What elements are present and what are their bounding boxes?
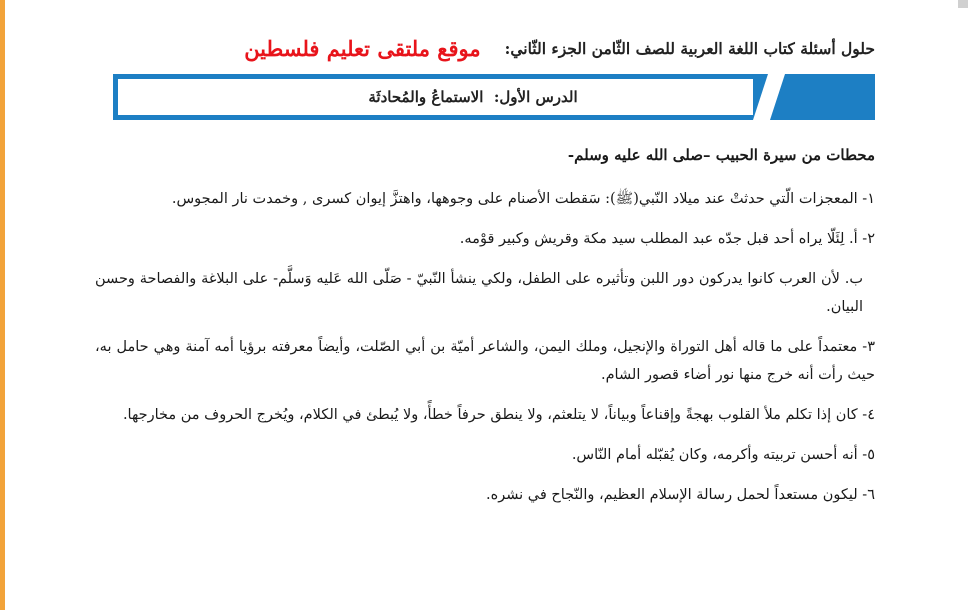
- answer-item-4: ٤- كان إذا تكلم ملأ القلوب بهجةً وإقناعاً وبياناً، لا يتلعثم، ولا ينطق حرفاً خطأً، ولا يُبطئ في الكلام، ويُخرج الحروف من مخارجها.: [122, 407, 875, 423]
- answers-list: [95, 185, 875, 521]
- header-title: حلول أسئلة كتاب اللغة العربية للصف الثّامن الجزء الثّاني:: [504, 38, 875, 58]
- answer-item-1: ١- المعجزات الّتي حدثتْ عند ميلاد النّبي(ﷺ): سَقطت الأصنام على وجوهها، واهتزَّ إيوان كسرى , وخمدت نار المجوس.: [171, 191, 875, 207]
- section-title: محطات من سيرة الحبيب –صلى الله عليه وسلم-: [567, 146, 875, 164]
- page-left-border: [0, 0, 5, 610]
- lesson-banner: [113, 74, 875, 120]
- document-page: [95, 0, 875, 610]
- answer-item-3: ٣- معتمداً على ما قاله أهل التوراة والإنجيل، وملك اليمن، والشاعر أميّة بن أبي الصّلت، وأيضاً معرفته برؤيا أمه آمنة وهي حامل به، حيث رأت أنه خرج منها نور أضاء قصور الشام.: [95, 339, 875, 383]
- answer-item-6: ٦- ليكون مستعداً لحمل رسالة الإسلام العظيم، والنّجاح في نشره.: [485, 487, 875, 503]
- page-corner-mark: [958, 0, 968, 8]
- answer-item-5: ٥- أنه أحسن تربيته وأكرمه، وكان يُقبّله أمام النّاس.: [571, 447, 875, 463]
- answer-item-2a: ٢- أ. لِئَلّا يراه أحد قبل جدّه عبد المطلب سيد مكة وقريش وكبير قوْمه.: [459, 231, 875, 247]
- lesson-heading: [223, 74, 723, 120]
- lesson-title: الاستماعُ والمُحادثَة: [368, 88, 484, 106]
- lesson-label: الدرس الأول:: [493, 88, 578, 106]
- header: [95, 30, 875, 66]
- site-name: موقع ملتقى تعليم فلسطين: [244, 35, 481, 61]
- banner-right-block: [770, 74, 875, 120]
- answer-item-2b: ب. لأن العرب كانوا يدركون دور اللبن وتأثيره على الطفل، ولكي ينشأ النّبيّ - صَلّى الله عَليه وَسلَّم- على البلاغة والفصاحة وحسن البيان.: [95, 271, 863, 315]
